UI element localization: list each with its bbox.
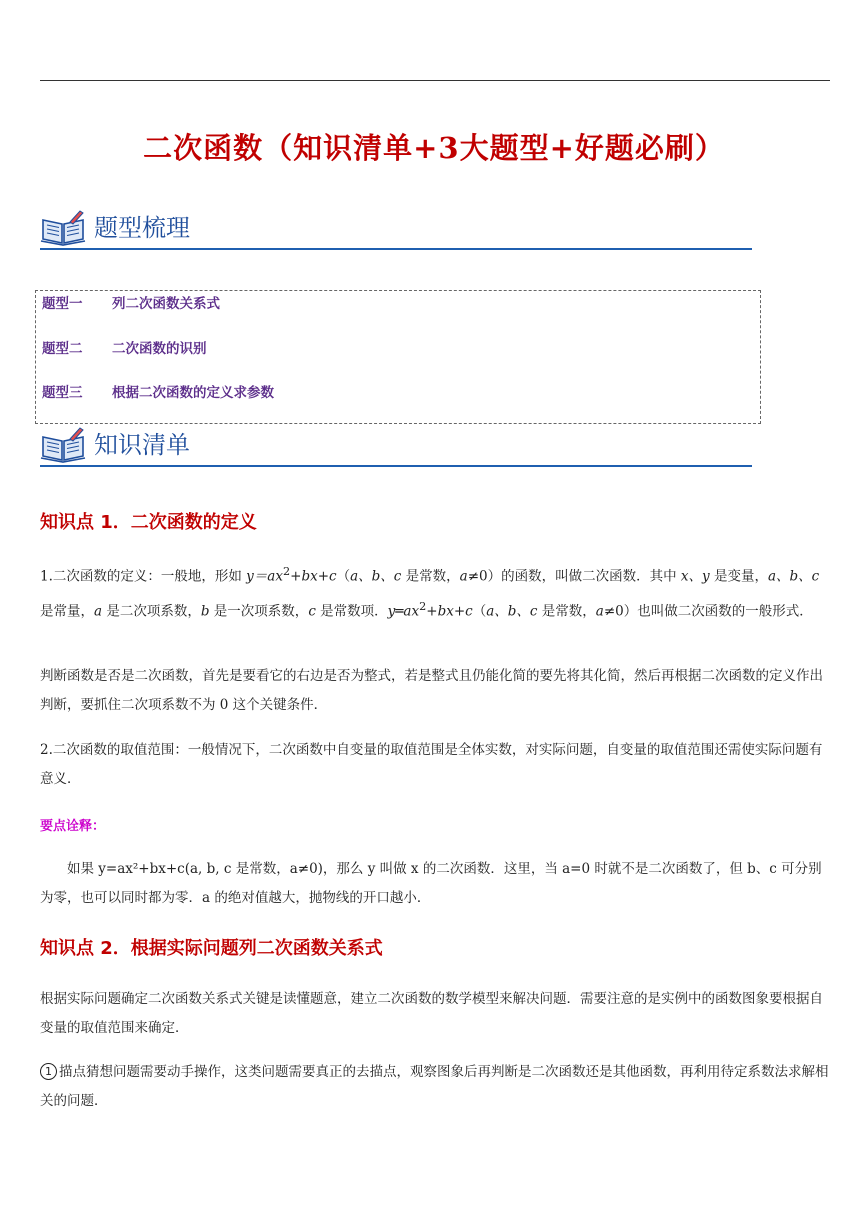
open-book-with-pencil-icon (40, 427, 86, 463)
section-rule (40, 248, 752, 250)
section-header-knowledge (40, 425, 752, 465)
note-paragraph: 如果 y=ax²+bx+c(a, b, c 是常数，a≠0)，那么 y 叫做 x 的二次函数．这里，当 a=0 时就不是二次函数了，但 b、c 可分别为零，也可以同时都为零．a 的绝对值越大，抛物线的开口越小． (40, 861, 822, 906)
document-title: 二次函数（知识清单+3大题型+好题必刷） (143, 131, 725, 165)
list-item (42, 337, 207, 357)
knowledge-point-2-heading: 知识点 2．根据实际问题列二次函数关系式 (40, 938, 383, 959)
open-book-with-pencil-icon (40, 210, 86, 246)
toc-text: 二次函数的识别 (112, 341, 207, 357)
list-item (42, 292, 220, 312)
section-header-types (40, 208, 752, 248)
section-rule (40, 465, 752, 467)
circled-number: 1 (40, 1063, 57, 1080)
section-heading-types: 题型梳理 (94, 214, 190, 242)
modeling-paragraph: 根据实际问题确定二次函数关系式关键是读懂题意，建立二次函数的数学模型来解决问题．需要注意的是实例中的函数图象要根据自变量的取值范围来确定． (40, 991, 823, 1036)
knowledge-point-1-heading: 知识点 1．二次函数的定义 (40, 512, 257, 533)
toc-label: 题型一 (42, 296, 83, 312)
list-item (42, 381, 274, 401)
toc-text: 根据二次函数的定义求参数 (112, 385, 274, 401)
toc-label: 题型二 (42, 341, 83, 357)
note-label: 要点诠释： (40, 819, 106, 834)
toc-label: 题型三 (42, 385, 83, 401)
domain-paragraph: 2.二次函数的取值范围：一般情况下，二次函数中自变量的取值范围是全体实数，对实际问题，自变量的取值范围还需使实际问题有意义． (40, 742, 823, 787)
header-rule (40, 80, 830, 81)
definition-paragraph: 1.二次函数的定义：一般地，形如 $y=ax^2+bx+c(a$、b、c 是常数，a≠0）的函数，叫做二次函数．其中 x、y 是变量，a、b、c 是常量，a 是二次项系数，b 是一次项系数，c 是常数项．$y═ax^2+bx+c(a$、b、c 是常数，a≠0）也叫做二次函数的一般形式． (40, 565, 820, 619)
section-heading-knowledge: 知识清单 (94, 431, 190, 459)
question-types-list (35, 290, 761, 424)
judgement-paragraph: 判断函数是否是二次函数，首先是要看它的右边是否为整式，若是整式且仍能化简的要先将其化简，然后再根据二次函数的定义作出判断，要抓住二次项系数不为 0 这个关键条件． (40, 668, 823, 713)
plotting-paragraph: 1 描点猜想问题需要动手操作，这类问题需要真正的去描点，观察图象后再判断是二次函数还是其他函数，再利用待定系数法求解相关的问题． (40, 1064, 829, 1109)
toc-text: 列二次函数关系式 (112, 296, 220, 312)
